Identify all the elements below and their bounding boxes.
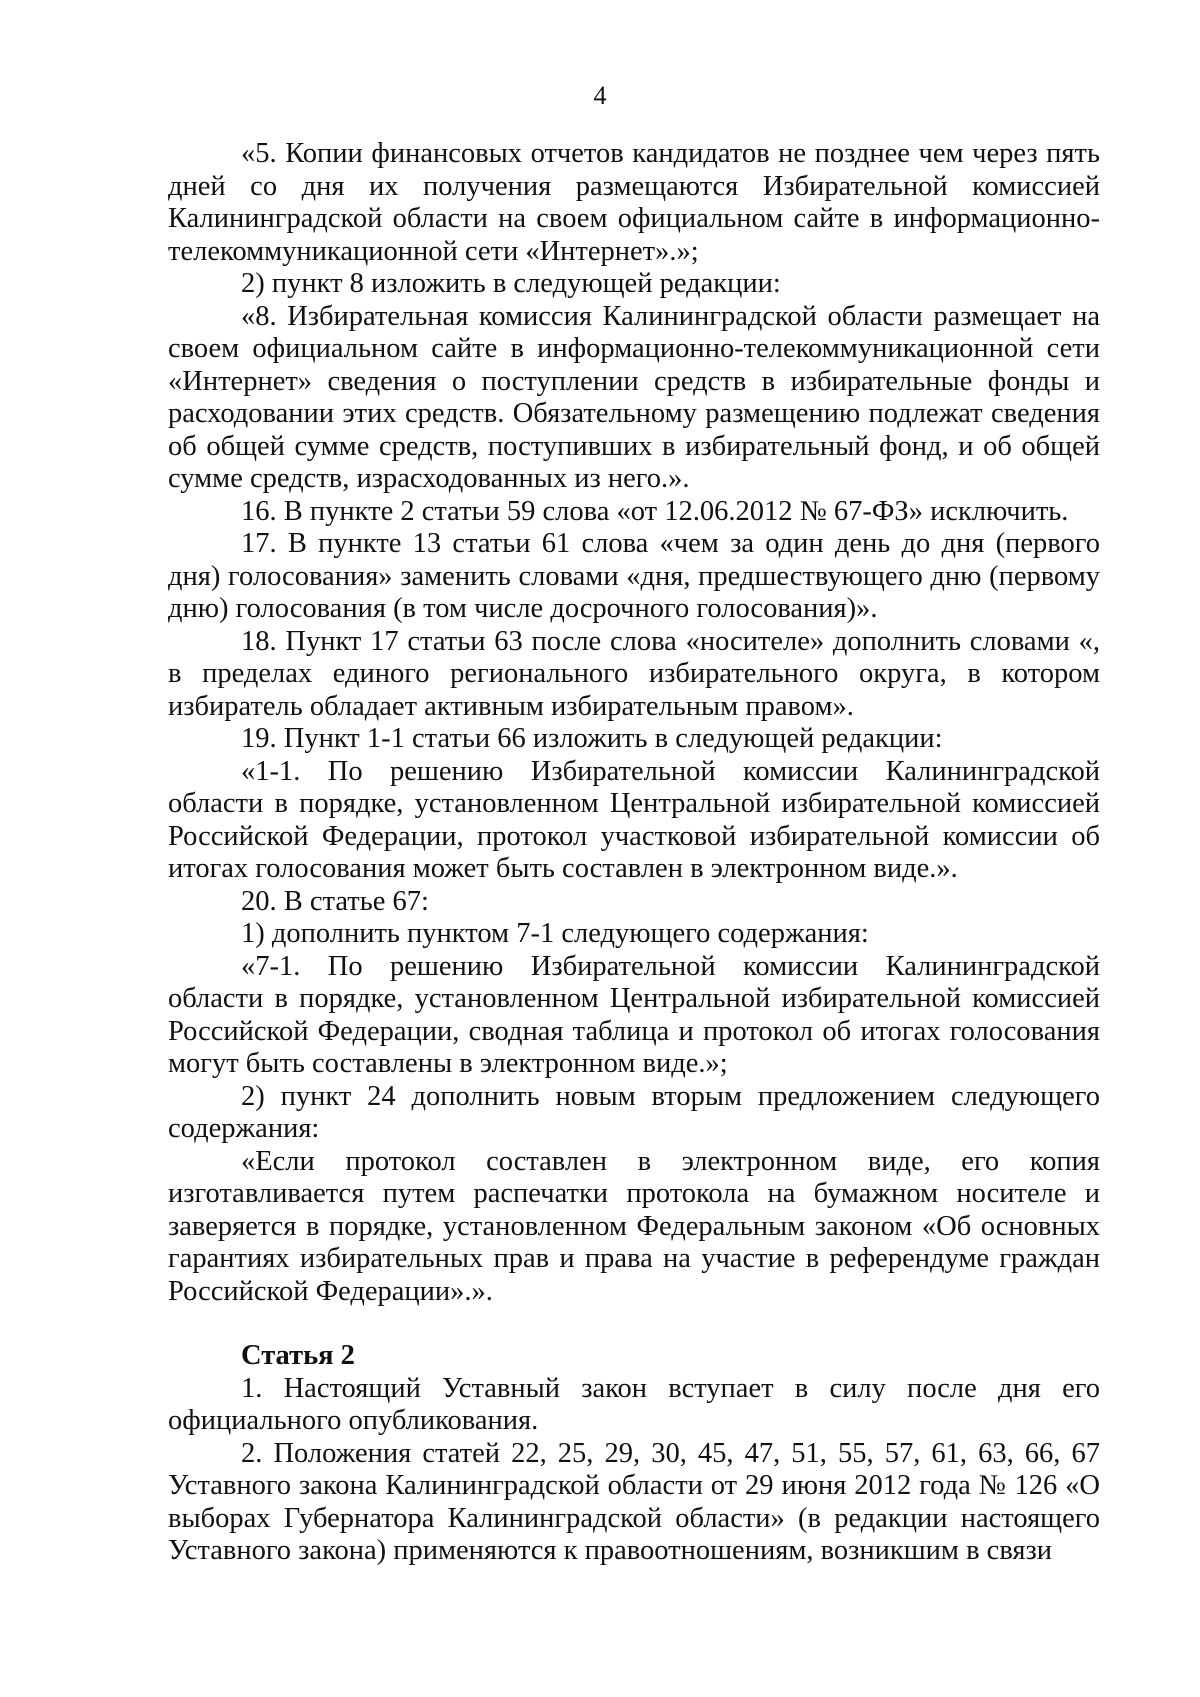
paragraph-subpoint-2: 2) пункт 8 изложить в следующей редакции: bbox=[241, 268, 781, 299]
paragraph-18: 18. Пункт 17 статьи 63 после слова «носителе» дополнить словами «, в пределах единого регионального избирательного округа, в котором избиратель обладает активным избирательным правом». bbox=[168, 625, 1100, 722]
paragraph-20-subpoint-1: 1) дополнить пунктом 7-1 следующего содержания: bbox=[241, 918, 869, 949]
article-2-paragraph-1: 1. Настоящий Уставный закон вступает в силу после дня его официального опубликования. bbox=[168, 1372, 1100, 1436]
paragraph-item-1-1-amendment: «1-1. По решению Избирательной комиссии Калининградской области в порядке, установленном Центральной избирательной комиссией Российской Федерации, протокол участковой избирательной комиссии об итогах голосования может быть составлен в электронном виде.». bbox=[168, 755, 1100, 884]
paragraph-19: 19. Пункт 1-1 статьи 66 изложить в следующей редакции: bbox=[241, 723, 943, 754]
article-2-paragraph-2: 2. Положения статей 22, 25, 29, 30, 45, 47, 51, 55, 57, 61, 63, 66, 67 Уставного закона Калининградской области от 29 июня 2012 года № 126 «О выборах Губернатора Калининградской области» (в редакции настоящего Уставного закона) применяются к правоотношениям, возникшим в связи bbox=[168, 1437, 1100, 1566]
paragraph-20: 20. В статье 67: bbox=[241, 885, 429, 917]
paragraph-item-7-1-amendment: «7-1. По решению Избирательной комиссии Калининградской области в порядке, установленном Центральной избирательной комиссией Российской Федерации, сводная таблица и протокол об итогах голосования могут быть составлены в электронном виде.»; bbox=[168, 950, 1100, 1079]
document-body bbox=[168, 138, 1100, 1568]
paragraph-protocol-copy-amendment: «Если протокол составлен в электронном виде, его копия изготавливается путем распечатки протокола на бумажном носителе и заверяется в порядке, установленном Федеральным законом «Об основных гарантиях избирательных прав и права на участие в референдуме граждан Российской Федерации».». bbox=[168, 1145, 1100, 1307]
article-heading: Статья 2 bbox=[241, 1340, 355, 1371]
paragraph-16: 16. В пункте 2 статьи 59 слова «от 12.06.2012 № 67-ФЗ» исключить. bbox=[241, 495, 1069, 527]
paragraph-20-subpoint-2: 2) пункт 24 дополнить новым вторым предложением следующего содержания: bbox=[168, 1080, 1100, 1144]
paragraph-item-8-amendment: «8. Избирательная комиссия Калининградской области размещает на своем официальном сайте в информационно-телекоммуникационной сети «Интернет» сведения о поступлении средств в избирательные фонды и расходовании этих средств. Обязательному размещению подлежат сведения об общей сумме средств, поступивших в избирательный фонд, и об общей сумме средств, израсходованных из него.». bbox=[168, 300, 1100, 494]
page-number: 4 bbox=[593, 81, 607, 110]
section-spacer bbox=[168, 1308, 1100, 1340]
paragraph-17: 17. В пункте 13 статьи 61 слова «чем за один день до дня (первого дня) голосования» заменить словами «дня, предшествующего дню (первому дню) голосования (в том числе досрочного голосования)». bbox=[168, 528, 1100, 624]
paragraph-item-5-amendment: «5. Копии финансовых отчетов кандидатов не позднее чем через пять дней со дня их получения размещаются Избирательной комиссией Калининградской области на своем официальном сайте в информационно-телекоммуникационной сети «Интернет».»; bbox=[168, 138, 1100, 267]
